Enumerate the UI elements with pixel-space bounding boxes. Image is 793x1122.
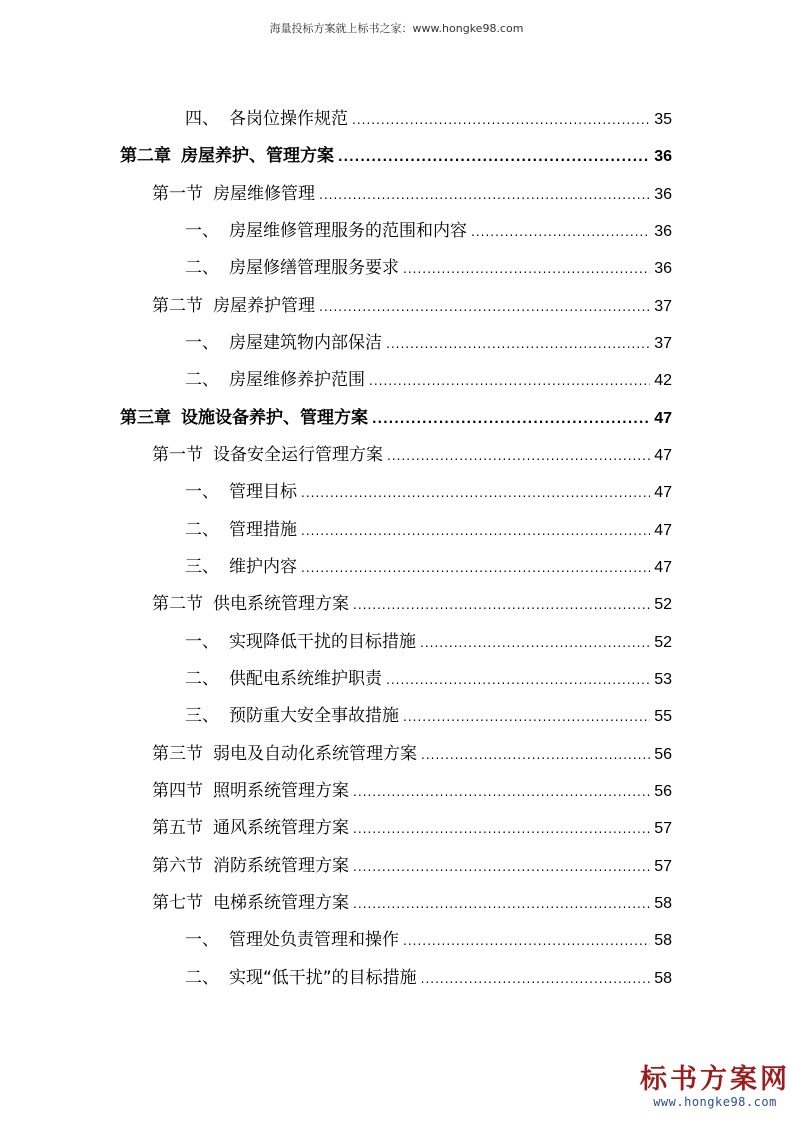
toc-leader-dots bbox=[353, 852, 650, 882]
toc-entry[interactable] bbox=[152, 776, 672, 806]
toc-entry-number: 一、 bbox=[185, 930, 219, 950]
toc-entry-number: 二、 bbox=[185, 968, 219, 988]
toc-entry-number: 第五节 bbox=[152, 818, 203, 838]
toc-entry-page: 47 bbox=[654, 559, 672, 576]
toc-entry[interactable] bbox=[152, 851, 672, 881]
toc-entry-title: 房屋养护管理 bbox=[213, 296, 315, 316]
toc-entry[interactable] bbox=[152, 813, 672, 843]
toc-entry-title: 弱电及自动化系统管理方案 bbox=[213, 744, 417, 764]
toc-entry-title: 照明系统管理方案 bbox=[213, 781, 349, 801]
toc-entry-number: 第四节 bbox=[152, 781, 203, 801]
toc-leader-dots bbox=[387, 441, 650, 471]
toc-entry-title: 维护内容 bbox=[229, 557, 297, 577]
toc-entry[interactable] bbox=[185, 104, 672, 134]
toc-entry-title: 管理处负责管理和操作 bbox=[229, 930, 399, 950]
brand-name: 标书方案网 bbox=[640, 1064, 790, 1095]
toc-entry-title: 实现“低干扰”的目标措施 bbox=[229, 968, 417, 988]
toc-entry-title: 房屋养护、管理方案 bbox=[181, 146, 334, 166]
toc-entry-number: 第一节 bbox=[152, 445, 203, 465]
toc-leader-dots bbox=[386, 665, 650, 695]
toc-leader-dots bbox=[421, 964, 651, 994]
toc-entry[interactable] bbox=[185, 328, 672, 358]
toc-leader-dots bbox=[403, 702, 650, 732]
toc-entry-title: 预防重大安全事故措施 bbox=[229, 706, 399, 726]
toc-leader-dots bbox=[421, 740, 650, 770]
table-of-contents bbox=[0, 104, 793, 1004]
toc-entry-number: 二、 bbox=[185, 258, 219, 278]
toc-leader-dots bbox=[471, 217, 650, 247]
toc-entry-page: 56 bbox=[654, 783, 672, 800]
toc-entry-title: 房屋建筑物内部保洁 bbox=[229, 333, 382, 353]
toc-entry-number: 一、 bbox=[185, 482, 219, 502]
toc-entry-page: 55 bbox=[654, 708, 672, 725]
toc-entry-number: 一、 bbox=[185, 333, 219, 353]
toc-entry-page: 58 bbox=[654, 895, 672, 912]
toc-entry[interactable] bbox=[185, 253, 672, 283]
toc-entry-number: 三、 bbox=[185, 706, 219, 726]
toc-leader-dots bbox=[403, 254, 650, 284]
toc-entry[interactable] bbox=[152, 589, 672, 619]
toc-entry[interactable] bbox=[152, 739, 672, 769]
toc-entry-title: 供配电系统维护职责 bbox=[229, 669, 382, 689]
toc-entry-title: 房屋修缮管理服务要求 bbox=[229, 258, 399, 278]
toc-leader-dots bbox=[353, 590, 650, 620]
toc-entry-number: 第六节 bbox=[152, 856, 203, 876]
toc-entry-number: 第三节 bbox=[152, 744, 203, 764]
toc-entry-number: 第二节 bbox=[152, 296, 203, 316]
toc-entry-page: 35 bbox=[654, 111, 672, 128]
toc-leader-dots bbox=[301, 553, 650, 583]
toc-entry-title: 电梯系统管理方案 bbox=[213, 893, 349, 913]
toc-entry[interactable] bbox=[152, 291, 672, 321]
toc-entry[interactable] bbox=[185, 365, 672, 395]
toc-entry-title: 供电系统管理方案 bbox=[213, 594, 349, 614]
toc-entry-page: 53 bbox=[654, 671, 672, 688]
toc-leader-dots bbox=[369, 366, 650, 396]
toc-entry-title: 通风系统管理方案 bbox=[213, 818, 349, 838]
toc-entry[interactable] bbox=[185, 477, 672, 507]
toc-leader-dots bbox=[319, 180, 650, 210]
toc-leader-dots bbox=[420, 628, 650, 658]
toc-entry-number: 一、 bbox=[185, 632, 219, 652]
toc-entry[interactable] bbox=[120, 141, 672, 171]
toc-entry[interactable] bbox=[152, 179, 672, 209]
toc-leader-dots bbox=[353, 814, 650, 844]
toc-entry[interactable] bbox=[152, 888, 672, 918]
toc-entry-page: 47 bbox=[654, 522, 672, 539]
toc-entry-page: 52 bbox=[654, 634, 672, 651]
toc-leader-dots bbox=[301, 478, 650, 508]
header-note: 海量投标方案就上标书之家：www.hongke98.com bbox=[269, 22, 524, 35]
toc-entry[interactable] bbox=[185, 664, 672, 694]
toc-leader-dots bbox=[301, 516, 650, 546]
toc-entry-page: 47 bbox=[654, 410, 672, 427]
brand-url: www.hongke98.com bbox=[653, 1095, 777, 1109]
toc-entry-number: 第七节 bbox=[152, 893, 203, 913]
toc-leader-dots bbox=[352, 105, 650, 135]
toc-entry-title: 管理目标 bbox=[229, 482, 297, 502]
toc-entry-page: 56 bbox=[654, 746, 672, 763]
toc-entry[interactable] bbox=[185, 552, 672, 582]
toc-entry-title: 消防系统管理方案 bbox=[213, 856, 349, 876]
toc-entry-number: 四、 bbox=[185, 109, 219, 129]
toc-entry-page: 42 bbox=[654, 372, 672, 389]
toc-entry-page: 36 bbox=[654, 148, 672, 165]
toc-leader-dots bbox=[338, 142, 650, 172]
toc-entry-page: 36 bbox=[654, 260, 672, 277]
toc-entry[interactable] bbox=[152, 440, 672, 470]
toc-entry-page: 47 bbox=[654, 484, 672, 501]
toc-entry-title: 实现降低干扰的目标措施 bbox=[229, 632, 416, 652]
toc-entry-title: 各岗位操作规范 bbox=[229, 109, 348, 129]
toc-entry-number: 一、 bbox=[185, 221, 219, 241]
toc-entry-number: 二、 bbox=[185, 370, 219, 390]
toc-entry-page: 52 bbox=[654, 596, 672, 613]
toc-entry-title: 房屋维修养护范围 bbox=[229, 370, 365, 390]
toc-entry-page: 37 bbox=[654, 335, 672, 352]
toc-entry-page: 36 bbox=[654, 223, 672, 240]
toc-entry-title: 房屋维修管理服务的范围和内容 bbox=[229, 221, 467, 241]
toc-entry[interactable] bbox=[185, 963, 672, 993]
toc-entry[interactable] bbox=[185, 925, 672, 955]
toc-entry-page: 36 bbox=[654, 186, 672, 203]
toc-leader-dots bbox=[403, 926, 650, 956]
toc-entry-title: 房屋维修管理 bbox=[213, 184, 315, 204]
toc-entry-number: 第一节 bbox=[152, 184, 203, 204]
toc-leader-dots bbox=[353, 889, 650, 919]
toc-entry[interactable] bbox=[120, 403, 672, 433]
toc-leader-dots bbox=[386, 329, 650, 359]
toc-leader-dots bbox=[353, 777, 650, 807]
toc-entry-page: 57 bbox=[654, 858, 672, 875]
toc-entry-number: 第二章 bbox=[120, 146, 171, 166]
toc-entry[interactable] bbox=[185, 701, 672, 731]
toc-entry-title: 管理措施 bbox=[229, 520, 297, 540]
toc-entry-page: 58 bbox=[654, 932, 672, 949]
toc-entry-number: 第三章 bbox=[120, 408, 171, 428]
toc-leader-dots bbox=[372, 404, 650, 434]
toc-entry[interactable] bbox=[185, 515, 672, 545]
toc-entry-page: 57 bbox=[654, 820, 672, 837]
toc-entry-title: 设施设备养护、管理方案 bbox=[181, 408, 368, 428]
toc-entry-number: 二、 bbox=[185, 669, 219, 689]
toc-entry-number: 二、 bbox=[185, 520, 219, 540]
toc-entry[interactable] bbox=[185, 627, 672, 657]
toc-entry-page: 58 bbox=[654, 970, 672, 987]
toc-entry-number: 三、 bbox=[185, 557, 219, 577]
toc-entry-number: 第二节 bbox=[152, 594, 203, 614]
toc-entry-page: 37 bbox=[654, 298, 672, 315]
toc-leader-dots bbox=[319, 292, 650, 322]
toc-entry-title: 设备安全运行管理方案 bbox=[213, 445, 383, 465]
brand-logo bbox=[640, 1065, 790, 1109]
toc-entry[interactable] bbox=[185, 216, 672, 246]
toc-entry-page: 47 bbox=[654, 447, 672, 464]
